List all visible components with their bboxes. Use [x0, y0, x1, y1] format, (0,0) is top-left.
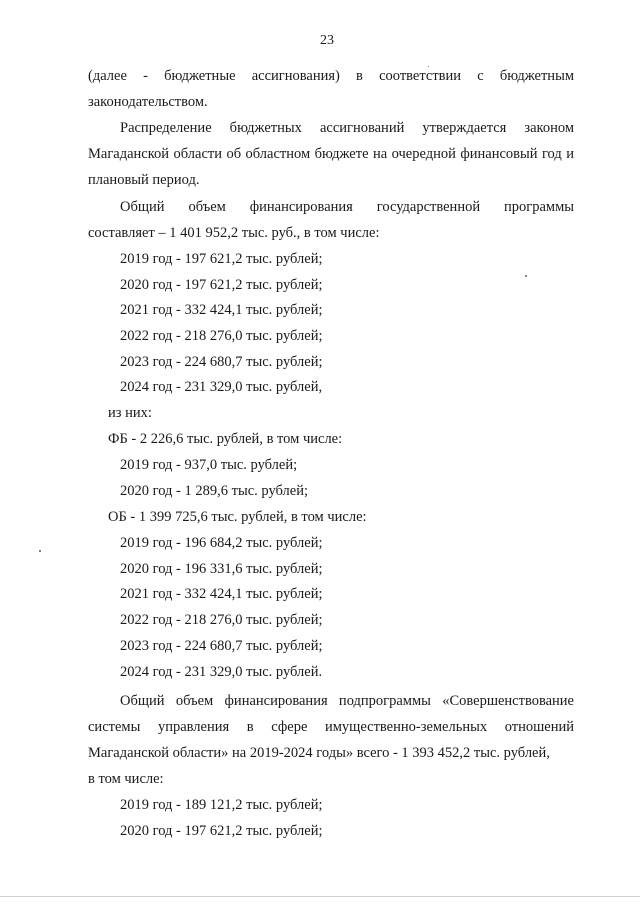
ob-year-2024: 2024 год - 231 329,0 тыс. рублей.: [120, 664, 323, 680]
total-year-2022: 2022 год - 218 276,0 тыс. рублей;: [120, 328, 323, 344]
ob-year-2023: 2023 год - 224 680,7 тыс. рублей;: [120, 638, 323, 654]
sub-year-2020: 2020 год - 197 621,2 тыс. рублей;: [120, 823, 323, 839]
total-year-2019: 2019 год - 197 621,2 тыс. рублей;: [120, 251, 323, 267]
total-year-2023: 2023 год - 224 680,7 тыс. рублей;: [120, 354, 323, 370]
paragraph-program-total-line2: составляет – 1 401 952,2 тыс. руб., в том числе:: [88, 225, 380, 241]
paragraph-subprogram-total: Общий объем финансирования подпрограммы «Совершенствование системы управления в сфере имущественно-земельных отношений Магаданской области» на 2019-2024 годы» всего - 1 393 452,2 тыс. рублей,: [88, 693, 574, 761]
ob-header: ОБ - 1 399 725,6 тыс. рублей, в том числе:: [108, 509, 367, 525]
total-year-2024: 2024 год - 231 329,0 тыс. рублей,: [120, 379, 323, 395]
scan-speck: [428, 66, 429, 67]
page-number: 23: [320, 33, 334, 48]
ob-year-2022: 2022 год - 218 276,0 тыс. рублей;: [120, 612, 323, 628]
total-year-2021: 2021 год - 332 424,1 тыс. рублей;: [120, 302, 323, 318]
of-them-label: из них:: [108, 405, 152, 421]
paragraph-subprogram-total-last: в том числе:: [88, 771, 164, 787]
paragraph-distribution: Распределение бюджетных ассигнований утверждается законом Магаданской области об областном бюджете на очередной финансовый год и плановый период.: [88, 120, 574, 188]
paragraph-program-total-line1: Общий объем финансирования государственной программы: [120, 199, 574, 215]
scan-speck: [39, 550, 41, 552]
sub-year-2019: 2019 год - 189 121,2 тыс. рублей;: [120, 797, 323, 813]
ob-year-2021: 2021 год - 332 424,1 тыс. рублей;: [120, 586, 323, 602]
paragraph-budget-allocations: (далее - бюджетные ассигнования) в соответствии с бюджетным законодательством.: [88, 68, 574, 110]
scan-speck: [525, 275, 527, 277]
fb-year-2020: 2020 год - 1 289,6 тыс. рублей;: [120, 483, 308, 499]
ob-year-2019: 2019 год - 196 684,2 тыс. рублей;: [120, 535, 323, 551]
fb-year-2019: 2019 год - 937,0 тыс. рублей;: [120, 457, 298, 473]
fb-header: ФБ - 2 226,6 тыс. рублей, в том числе:: [108, 431, 343, 447]
ob-year-2020: 2020 год - 196 331,6 тыс. рублей;: [120, 561, 323, 577]
page-bottom-edge: [0, 896, 640, 897]
total-year-2020: 2020 год - 197 621,2 тыс. рублей;: [120, 277, 323, 293]
